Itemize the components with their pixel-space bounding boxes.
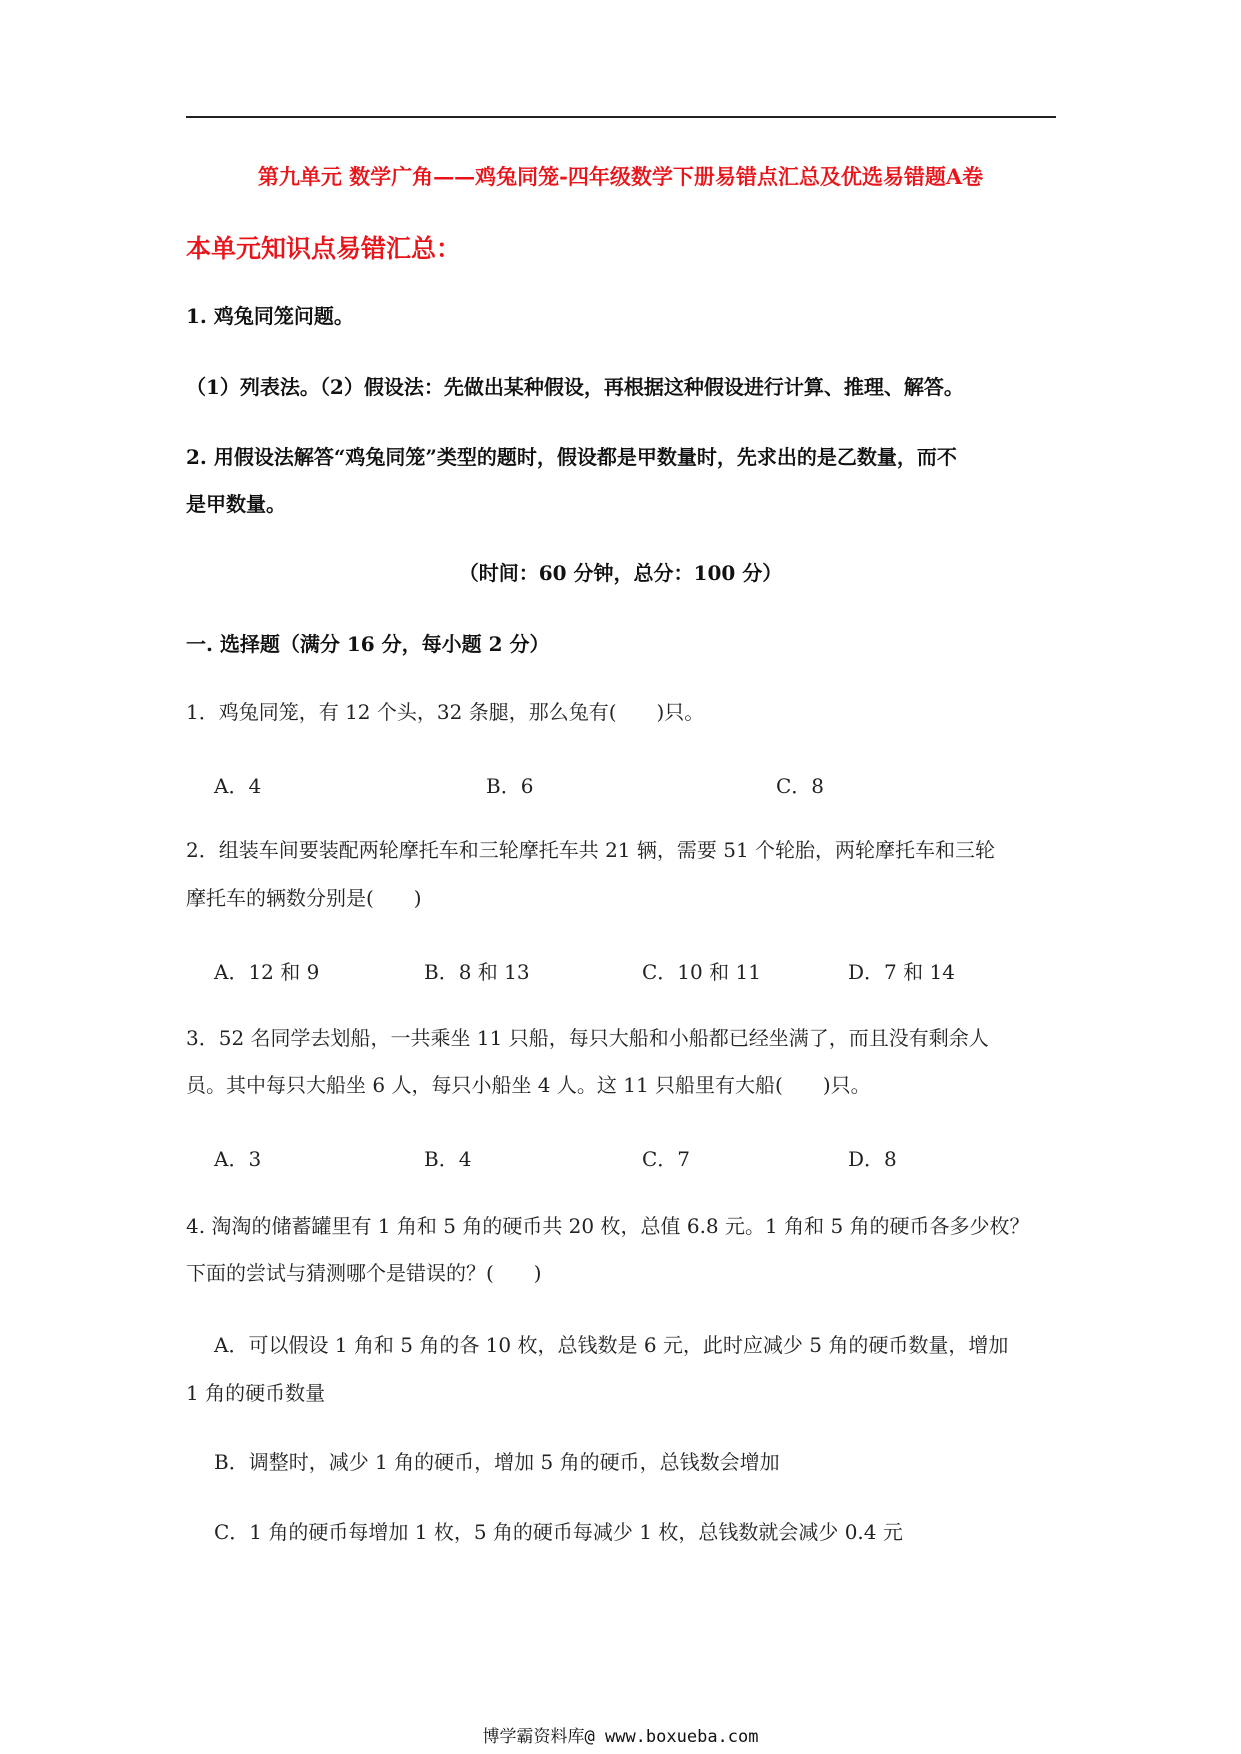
question-4-option-b: B．调整时，减少 1 角的硬币，增加 5 角的硬币，总钱数会增加 (214, 1450, 780, 1474)
point-2-line-1: 2. 用假设法解答“鸡兔同笼”类型的题时，假设都是甲数量时，先求出的是乙数量，而不 (186, 445, 957, 469)
header-rule (186, 116, 1056, 118)
point-1-detail: （1）列表法。（2）假设法：先做出某种假设，再根据这种假设进行计算、推理、解答。 (186, 375, 964, 399)
question-2-option-a: A．12 和 9 (214, 960, 320, 984)
question-1-option-a: A．4 (214, 774, 262, 798)
exam-info: （时间：60 分钟，总分：100 分） (458, 561, 783, 585)
question-2-option-d: D．7 和 14 (848, 960, 955, 984)
section-heading: 本单元知识点易错汇总： (186, 234, 462, 263)
question-4-option-a-line-2: 1 角的硬币数量 (186, 1381, 326, 1405)
question-1-option-b: B．6 (486, 774, 534, 798)
part-1-heading: 一. 选择题（满分 16 分，每小题 2 分） (186, 632, 550, 656)
question-4-option-a-line-1: A．可以假设 1 角和 5 角的各 10 枚，总钱数是 6 元，此时应减少 5 角的硬币数量，增加 (214, 1333, 1009, 1357)
question-3-option-b: B．4 (424, 1147, 472, 1171)
question-2-option-b: B．8 和 13 (424, 960, 530, 984)
question-4-option-c: C．1 角的硬币每增加 1 枚，5 角的硬币每减少 1 枚，总钱数就会减少 0.4 元 (214, 1520, 903, 1544)
question-3-option-d: D．8 (848, 1147, 897, 1171)
question-2-option-c: C．10 和 11 (642, 960, 761, 984)
question-3-text-line-2: 员。其中每只大船坐 6 人，每只小船坐 4 人。这 11 只船里有大船( )只。 (186, 1073, 871, 1097)
question-4-text-line-1: 4. 淘淘的储蓄罐里有 1 角和 5 角的硬币共 20 枚，总值 6.8 元。1 角和 5 角的硬币各多少枚？ (186, 1214, 1030, 1238)
question-3-option-c: C．7 (642, 1147, 691, 1171)
footer-watermark: 博学霸资料库@ www.boxueba.com (482, 1727, 759, 1747)
question-4-text-line-2: 下面的尝试与猜测哪个是错误的？( ) (186, 1261, 542, 1285)
question-3-option-a: A．3 (214, 1147, 262, 1171)
question-1-option-c: C．8 (776, 774, 825, 798)
point-1: 1. 鸡兔同笼问题。 (186, 304, 354, 328)
question-2-text-line-2: 摩托车的辆数分别是( ) (186, 886, 422, 910)
question-1-text: 1．鸡兔同笼，有 12 个头，32 条腿，那么兔有( )只。 (186, 700, 705, 724)
point-2-line-2: 是甲数量。 (186, 492, 286, 516)
question-2-text-line-1: 2．组装车间要装配两轮摩托车和三轮摩托车共 21 辆，需要 51 个轮胎，两轮摩托车和三轮 (186, 838, 996, 862)
document-title: 第九单元 数学广角——鸡兔同笼-四年级数学下册易错点汇总及优选易错题A卷 (257, 164, 984, 189)
question-3-text-line-1: 3．52 名同学去划船，一共乘坐 11 只船，每只大船和小船都已经坐满了，而且没有剩余人 (186, 1026, 989, 1050)
